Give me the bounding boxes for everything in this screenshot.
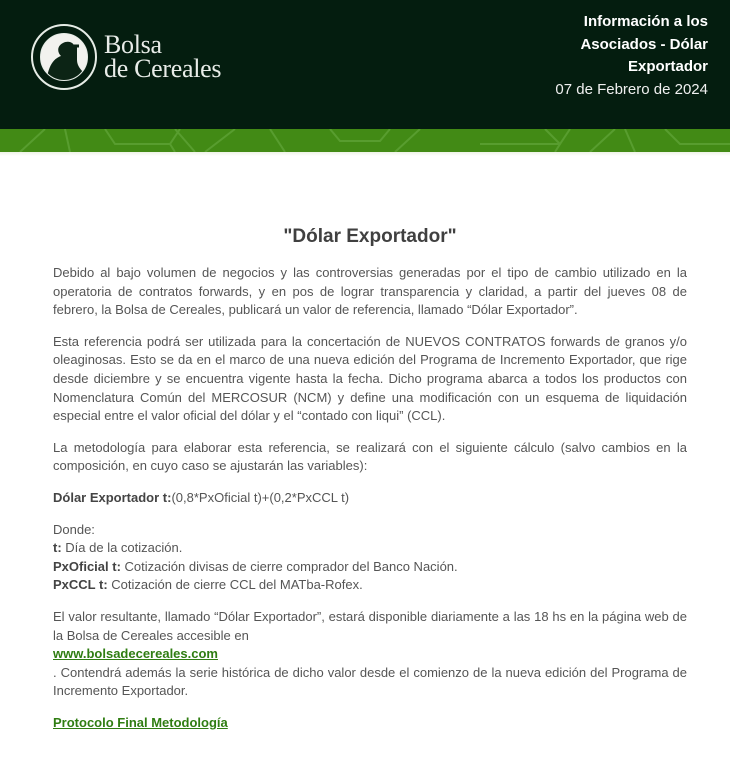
definitions-intro: Donde:: [53, 521, 95, 537]
document-body: [53, 226, 687, 745]
logo-wordmark: [104, 30, 222, 83]
definition-text: Cotización de cierre CCL del MATba-Rofex.: [107, 577, 363, 593]
definition-term: PxOficial t:: [53, 558, 121, 574]
header-banner: [0, 0, 730, 129]
definition-pxoficial: [53, 558, 687, 577]
definition-term: PxCCL t:: [53, 577, 108, 593]
header-title-line-1: Información a los: [583, 13, 708, 30]
paragraph-intro: Debido al bajo volumen de negocios y las controversias generadas por el tipo de cambio utilizado en la operatoria de contratos forwards, y en pos de lograr transparencia y claridad, a partir del jueves 08 de febrero, la Bolsa de Cereales, publicará un valor de referencia, llamado “Dólar Exportador”.: [53, 265, 687, 318]
decorative-green-band: [0, 129, 730, 152]
historical-series-text: . Contendrá además la serie histórica de dicho valor desde el comienzo de la nueva edición del Programa de Incremento Exportador.: [53, 664, 687, 699]
header-title-line-2: Asociados - Dólar: [580, 35, 708, 53]
document-title: "Dólar Exportador": [283, 226, 457, 247]
network-pattern-icon: [0, 129, 730, 152]
formula: [53, 489, 687, 508]
logo-line-2: de Cereales: [104, 54, 222, 83]
logo-line-1: Bolsa: [104, 30, 162, 59]
protocol-paragraph: [53, 714, 687, 733]
formula-label: Dólar Exportador t:: [53, 489, 172, 505]
definition-pxccl: [53, 576, 687, 595]
paragraph-reference: Esta referencia podrá ser utilizada para la concertación de NUEVOS CONTRATOS forwards de granos y/o oleaginosas. Esto se da en el marco de una nueva edición del Programa de Incremento Exportador, que rige desde diciembre y se encuentra vigente hasta la fecha. Dicho programa abarca a todos los productos con Nomenclatura Común del MERCOSUR (NCM) y define una modificación con un esquema de liquidación especial entre el valor oficial del dólar y el “contado con liqui” (CCL).: [53, 333, 687, 424]
header-title-line-3: Exportador: [627, 58, 708, 75]
definition-text: Cotización divisas de cierre comprador del Banco Nación.: [120, 558, 458, 574]
definitions: [53, 521, 687, 595]
website-link[interactable]: www.bolsadecereales.com: [53, 646, 218, 662]
header-info: [458, 11, 708, 101]
formula-expression: (0,8*PxOficial t)+(0,2*PxCCL t): [171, 489, 350, 505]
definition-text: Día de la cotización.: [61, 540, 183, 556]
availability-text: El valor resultante, llamado “Dólar Exportador”, estará disponible diariamente a las 18 hs en la página web de la Bolsa de Cereales accesible en: [53, 608, 687, 643]
band-shadow: [0, 152, 730, 156]
protocol-methodology-link[interactable]: Protocolo Final Metodología: [53, 714, 228, 730]
bolsa-seal-icon: [31, 24, 97, 90]
definition-term: t:: [53, 540, 62, 556]
header-date: 07 de Febrero de 2024: [555, 80, 708, 98]
paragraph-methodology: La metodología para elaborar esta referencia, se realizará con el siguiente cálculo (salvo cambios en la composición, en cuyo caso se ajustarán las variables):: [53, 439, 687, 474]
definition-t: [53, 539, 687, 558]
paragraph-availability: [53, 608, 687, 701]
